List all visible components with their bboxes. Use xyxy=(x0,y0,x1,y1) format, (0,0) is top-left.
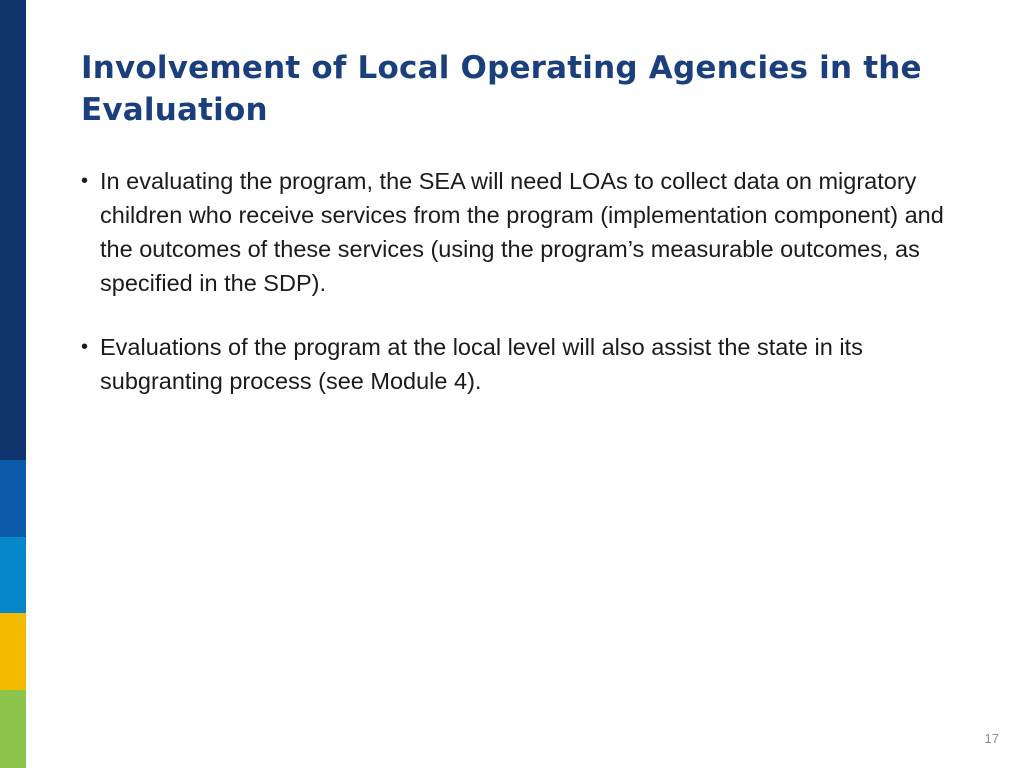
side-color-bar xyxy=(0,0,26,768)
slide-title: Involvement of Local Operating Agencies in the Evaluation xyxy=(81,50,922,128)
bullet-text: In evaluating the program, the SEA will need LOAs to collect data on migratory children who receive services from the program (implementation component) and the outcomes of these services (using the program’s measurable outcomes, as specified in the SDP). xyxy=(100,168,944,296)
bullet-dot-icon: • xyxy=(81,170,89,192)
bullet-list xyxy=(80,164,960,398)
bullet-item xyxy=(80,164,960,300)
side-bar-yellow-segment xyxy=(0,613,26,690)
bullet-text: Evaluations of the program at the local level will also assist the state in its subgranting process (see Module 4). xyxy=(100,334,863,394)
page-number: 17 xyxy=(984,731,999,746)
bullet-item xyxy=(80,330,960,398)
bullet-dot-icon: • xyxy=(81,336,89,358)
side-bar-green-segment xyxy=(0,690,26,768)
side-bar-navy-segment xyxy=(0,0,26,460)
side-bar-light-blue-segment xyxy=(0,537,26,613)
side-bar-blue-segment xyxy=(0,460,26,537)
